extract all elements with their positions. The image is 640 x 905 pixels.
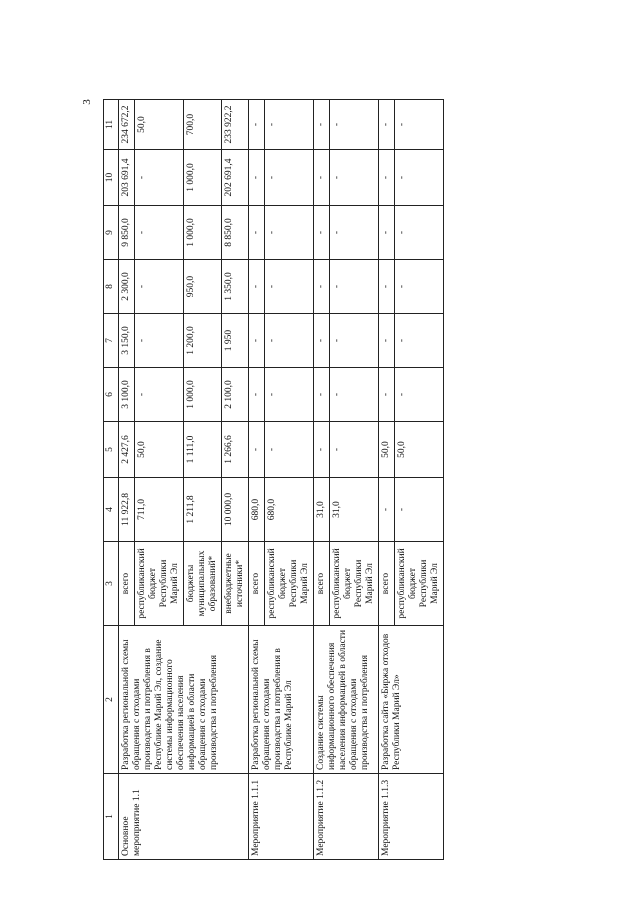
amount-c11: - (314, 100, 330, 150)
amount-c7: - (135, 314, 184, 368)
column-header-2: 2 (104, 626, 119, 774)
funding-source: бюджеты муниципальных образований* (184, 542, 222, 626)
amount-c8: 950,0 (184, 260, 222, 314)
amount-c10: 1 000,0 (184, 150, 222, 206)
amount-c5: 50,0 (395, 422, 444, 478)
table-row (379, 100, 395, 860)
amount-c5: 50,0 (135, 422, 184, 478)
funding-source: республиканский бюджет Республики Марий Эл (395, 542, 444, 626)
column-header-6: 6 (104, 368, 119, 422)
amount-c8: - (249, 260, 265, 314)
amount-c8: - (314, 260, 330, 314)
amount-c6: - (330, 368, 379, 422)
amount-c4: 1 211,8 (184, 478, 222, 542)
amount-c10: 203 691,4 (119, 150, 135, 206)
funding-source: республиканский бюджет Республики Марий Эл (135, 542, 184, 626)
amount-c6: - (265, 368, 314, 422)
amount-c4: - (395, 478, 444, 542)
column-header-5: 5 (104, 422, 119, 478)
amount-c7: - (249, 314, 265, 368)
column-header-11: 11 (104, 100, 119, 150)
amount-c10: 202 691,4 (222, 150, 249, 206)
funding-source: республиканский бюджет Республики Марий Эл (330, 542, 379, 626)
activity-description: Разработка региональной схемы обращения с отходами производства и потребления в Республике Марий Эл (249, 626, 314, 774)
amount-c11: - (379, 100, 395, 150)
amount-c4: 10 000,0 (222, 478, 249, 542)
amount-c4: 680,0 (249, 478, 265, 542)
amount-c6: - (249, 368, 265, 422)
amount-c11: 234 672,2 (119, 100, 135, 150)
amount-c5: 50,0 (379, 422, 395, 478)
funding-source: всего (379, 542, 395, 626)
activity-description: Создание системы информационного обеспечения населения информацией в области обращения с отходами производства и потребления (314, 626, 379, 774)
activity-description: Разработка региональной схемы обращения с отходами производства и потребления в Республике Марий Эл, создание системы информационного обеспечения населения информацией в области обращения с отходами производства и потребления (119, 626, 249, 774)
amount-c6: 1 000,0 (184, 368, 222, 422)
amount-c8: - (330, 260, 379, 314)
amount-c4: - (379, 478, 395, 542)
amount-c4: 711,0 (135, 478, 184, 542)
amount-c6: - (135, 368, 184, 422)
amount-c5: - (249, 422, 265, 478)
funding-source: всего (249, 542, 265, 626)
budget-table (103, 99, 444, 860)
rotated-table-wrapper (103, 100, 640, 860)
table-row (249, 100, 265, 860)
amount-c8: - (395, 260, 444, 314)
column-header-9: 9 (104, 206, 119, 260)
amount-c10: - (379, 150, 395, 206)
amount-c9: - (330, 206, 379, 260)
amount-c5: 1 266,6 (222, 422, 249, 478)
amount-c7: 1 950 (222, 314, 249, 368)
amount-c10: - (314, 150, 330, 206)
amount-c10: - (265, 150, 314, 206)
amount-c5: - (330, 422, 379, 478)
funding-source: республиканский бюджет Республики Марий Эл (265, 542, 314, 626)
amount-c11: 700,0 (184, 100, 222, 150)
amount-c4: 680,0 (265, 478, 314, 542)
amount-c8: - (265, 260, 314, 314)
amount-c7: - (395, 314, 444, 368)
amount-c11: - (330, 100, 379, 150)
amount-c9: - (135, 206, 184, 260)
amount-c9: 8 850,0 (222, 206, 249, 260)
amount-c9: - (249, 206, 265, 260)
amount-c9: 9 850,0 (119, 206, 135, 260)
activity-code: Мероприятие 1.1.1 (249, 774, 314, 860)
amount-c4: 31,0 (314, 478, 330, 542)
amount-c10: - (330, 150, 379, 206)
amount-c10: - (395, 150, 444, 206)
amount-c9: 1 000,0 (184, 206, 222, 260)
amount-c8: 1 350,0 (222, 260, 249, 314)
amount-c7: - (379, 314, 395, 368)
column-header-3: 3 (104, 542, 119, 626)
amount-c6: 2 100,0 (222, 368, 249, 422)
amount-c9: - (379, 206, 395, 260)
column-header-1: 1 (104, 774, 119, 860)
amount-c6: 3 100,0 (119, 368, 135, 422)
amount-c6: - (314, 368, 330, 422)
activity-code: Мероприятие 1.1.2 (314, 774, 379, 860)
funding-source: внебюджетные источники* (222, 542, 249, 626)
column-header-4: 4 (104, 478, 119, 542)
amount-c5: - (265, 422, 314, 478)
amount-c8: - (379, 260, 395, 314)
amount-c5: 1 111,0 (184, 422, 222, 478)
amount-c9: - (395, 206, 444, 260)
column-header-8: 8 (104, 260, 119, 314)
amount-c9: - (314, 206, 330, 260)
amount-c7: 1 200,0 (184, 314, 222, 368)
amount-c10: - (135, 150, 184, 206)
amount-c11: 233 922,2 (222, 100, 249, 150)
amount-c10: - (249, 150, 265, 206)
table-row (314, 100, 330, 860)
activity-code: Основное мероприятие 1.1 (119, 774, 249, 860)
amount-c7: - (330, 314, 379, 368)
amount-c8: - (135, 260, 184, 314)
amount-c11: 50,0 (135, 100, 184, 150)
column-header-7: 7 (104, 314, 119, 368)
amount-c11: - (395, 100, 444, 150)
funding-source: всего (314, 542, 330, 626)
amount-c4: 11 922,8 (119, 478, 135, 542)
table-row (119, 100, 135, 860)
amount-c5: 2 427,6 (119, 422, 135, 478)
page-number: 3 (80, 99, 93, 105)
header-row (104, 100, 119, 860)
amount-c11: - (249, 100, 265, 150)
amount-c11: - (265, 100, 314, 150)
column-header-10: 10 (104, 150, 119, 206)
amount-c4: 31,0 (330, 478, 379, 542)
activity-description: Разработка сайта «Биржа отходов Республики Марий Эл» (379, 626, 444, 774)
amount-c6: - (395, 368, 444, 422)
activity-code: Мероприятие 1.1.3 (379, 774, 444, 860)
amount-c9: - (265, 206, 314, 260)
amount-c7: - (314, 314, 330, 368)
amount-c5: - (314, 422, 330, 478)
amount-c8: 2 300,0 (119, 260, 135, 314)
funding-source: всего (119, 542, 135, 626)
amount-c7: - (265, 314, 314, 368)
amount-c7: 3 150,0 (119, 314, 135, 368)
amount-c6: - (379, 368, 395, 422)
